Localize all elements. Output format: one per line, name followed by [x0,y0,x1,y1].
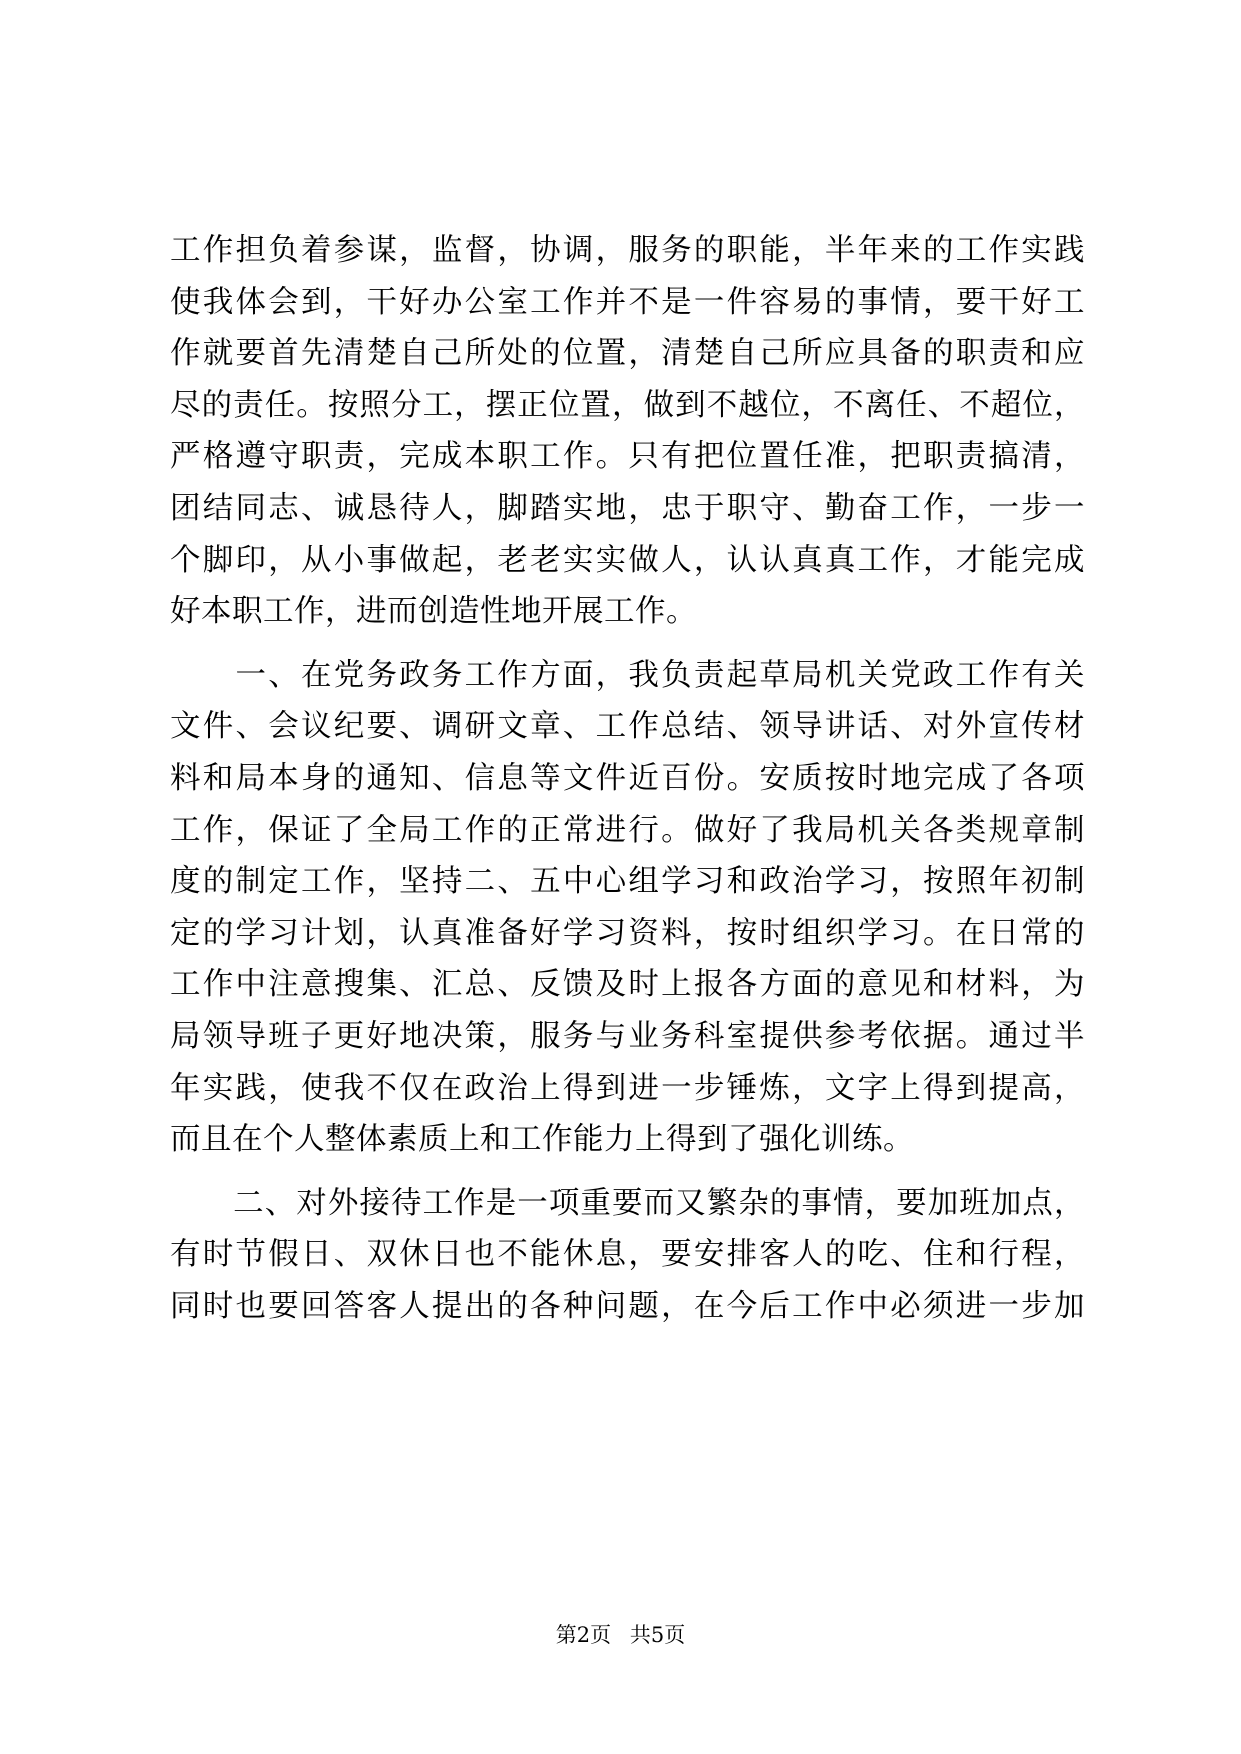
body-text [170,225,1085,1332]
page-number-total: 共5页 [629,1623,686,1647]
text-line: 局领导班子更好地决策，服务与业务科室提供参考依据。通过半 [170,1018,1085,1054]
page-number-current: 第2页 [555,1623,612,1647]
text-line: 尽的责任。按照分工，摆正位置，做到不越位，不离任、不超位， [170,387,1085,423]
text-line: 度的制定工作，坚持二、五中心组学习和政治学习，按照年初制 [170,864,1085,900]
paragraph [170,1178,1085,1333]
text-line: 严格遵守职责，完成本职工作。只有把位置任准，把职责搞清， [170,439,1085,475]
text-line: 而且在个人整体素质上和工作能力上得到了强化训练。 [170,1122,914,1158]
text-line: 料和局本身的通知、信息等文件近百份。安质按时地完成了各项 [170,760,1085,796]
text-line: 同时也要回答客人提出的各种问题，在今后工作中必须进一步加 [170,1288,1085,1324]
text-line: 工作，保证了全局工作的正常进行。做好了我局机关各类规章制 [170,812,1085,848]
paragraph-gap [170,1166,1085,1178]
text-line: 一、在党务政务工作方面，我负责起草局机关党政工作有关 [170,657,1085,693]
text-line: 作就要首先清楚自己所处的位置，清楚自己所应具备的职责和应 [170,336,1085,372]
text-line: 好本职工作，进而创造性地开展工作。 [170,594,697,630]
text-line: 工作担负着参谋，监督，协调，服务的职能，半年来的工作实践 [170,233,1085,268]
text-line: 团结同志、诚恳待人，脚踏实地，忠于职守、勤奋工作，一步一 [170,490,1085,526]
text-line: 文件、会议纪要、调研文章、工作总结、领导讲话、对外宣传材 [170,709,1085,745]
paragraph [170,225,1085,638]
text-line: 工作中注意搜集、汇总、反馈及时上报各方面的意见和材料，为 [170,967,1085,1003]
text-line: 使我体会到，干好办公室工作并不是一件容易的事情，要干好工 [170,284,1085,320]
paragraph-gap [170,638,1085,650]
text-line: 个脚印，从小事做起，老老实实做人，认认真真工作，才能完成 [170,542,1085,578]
text-line: 有时节假日、双休日也不能休息，要安排客人的吃、住和行程， [170,1237,1085,1273]
text-line: 二、对外接待工作是一项重要而又繁杂的事情，要加班加点， [170,1185,1085,1221]
text-line: 定的学习计划，认真准备好学习资料，按时组织学习。在日常的 [170,915,1085,951]
page-footer [0,1620,1241,1650]
paragraph [170,650,1085,1166]
text-line: 年实践，使我不仅在政治上得到进一步锤炼，文字上得到提高， [170,1070,1085,1106]
